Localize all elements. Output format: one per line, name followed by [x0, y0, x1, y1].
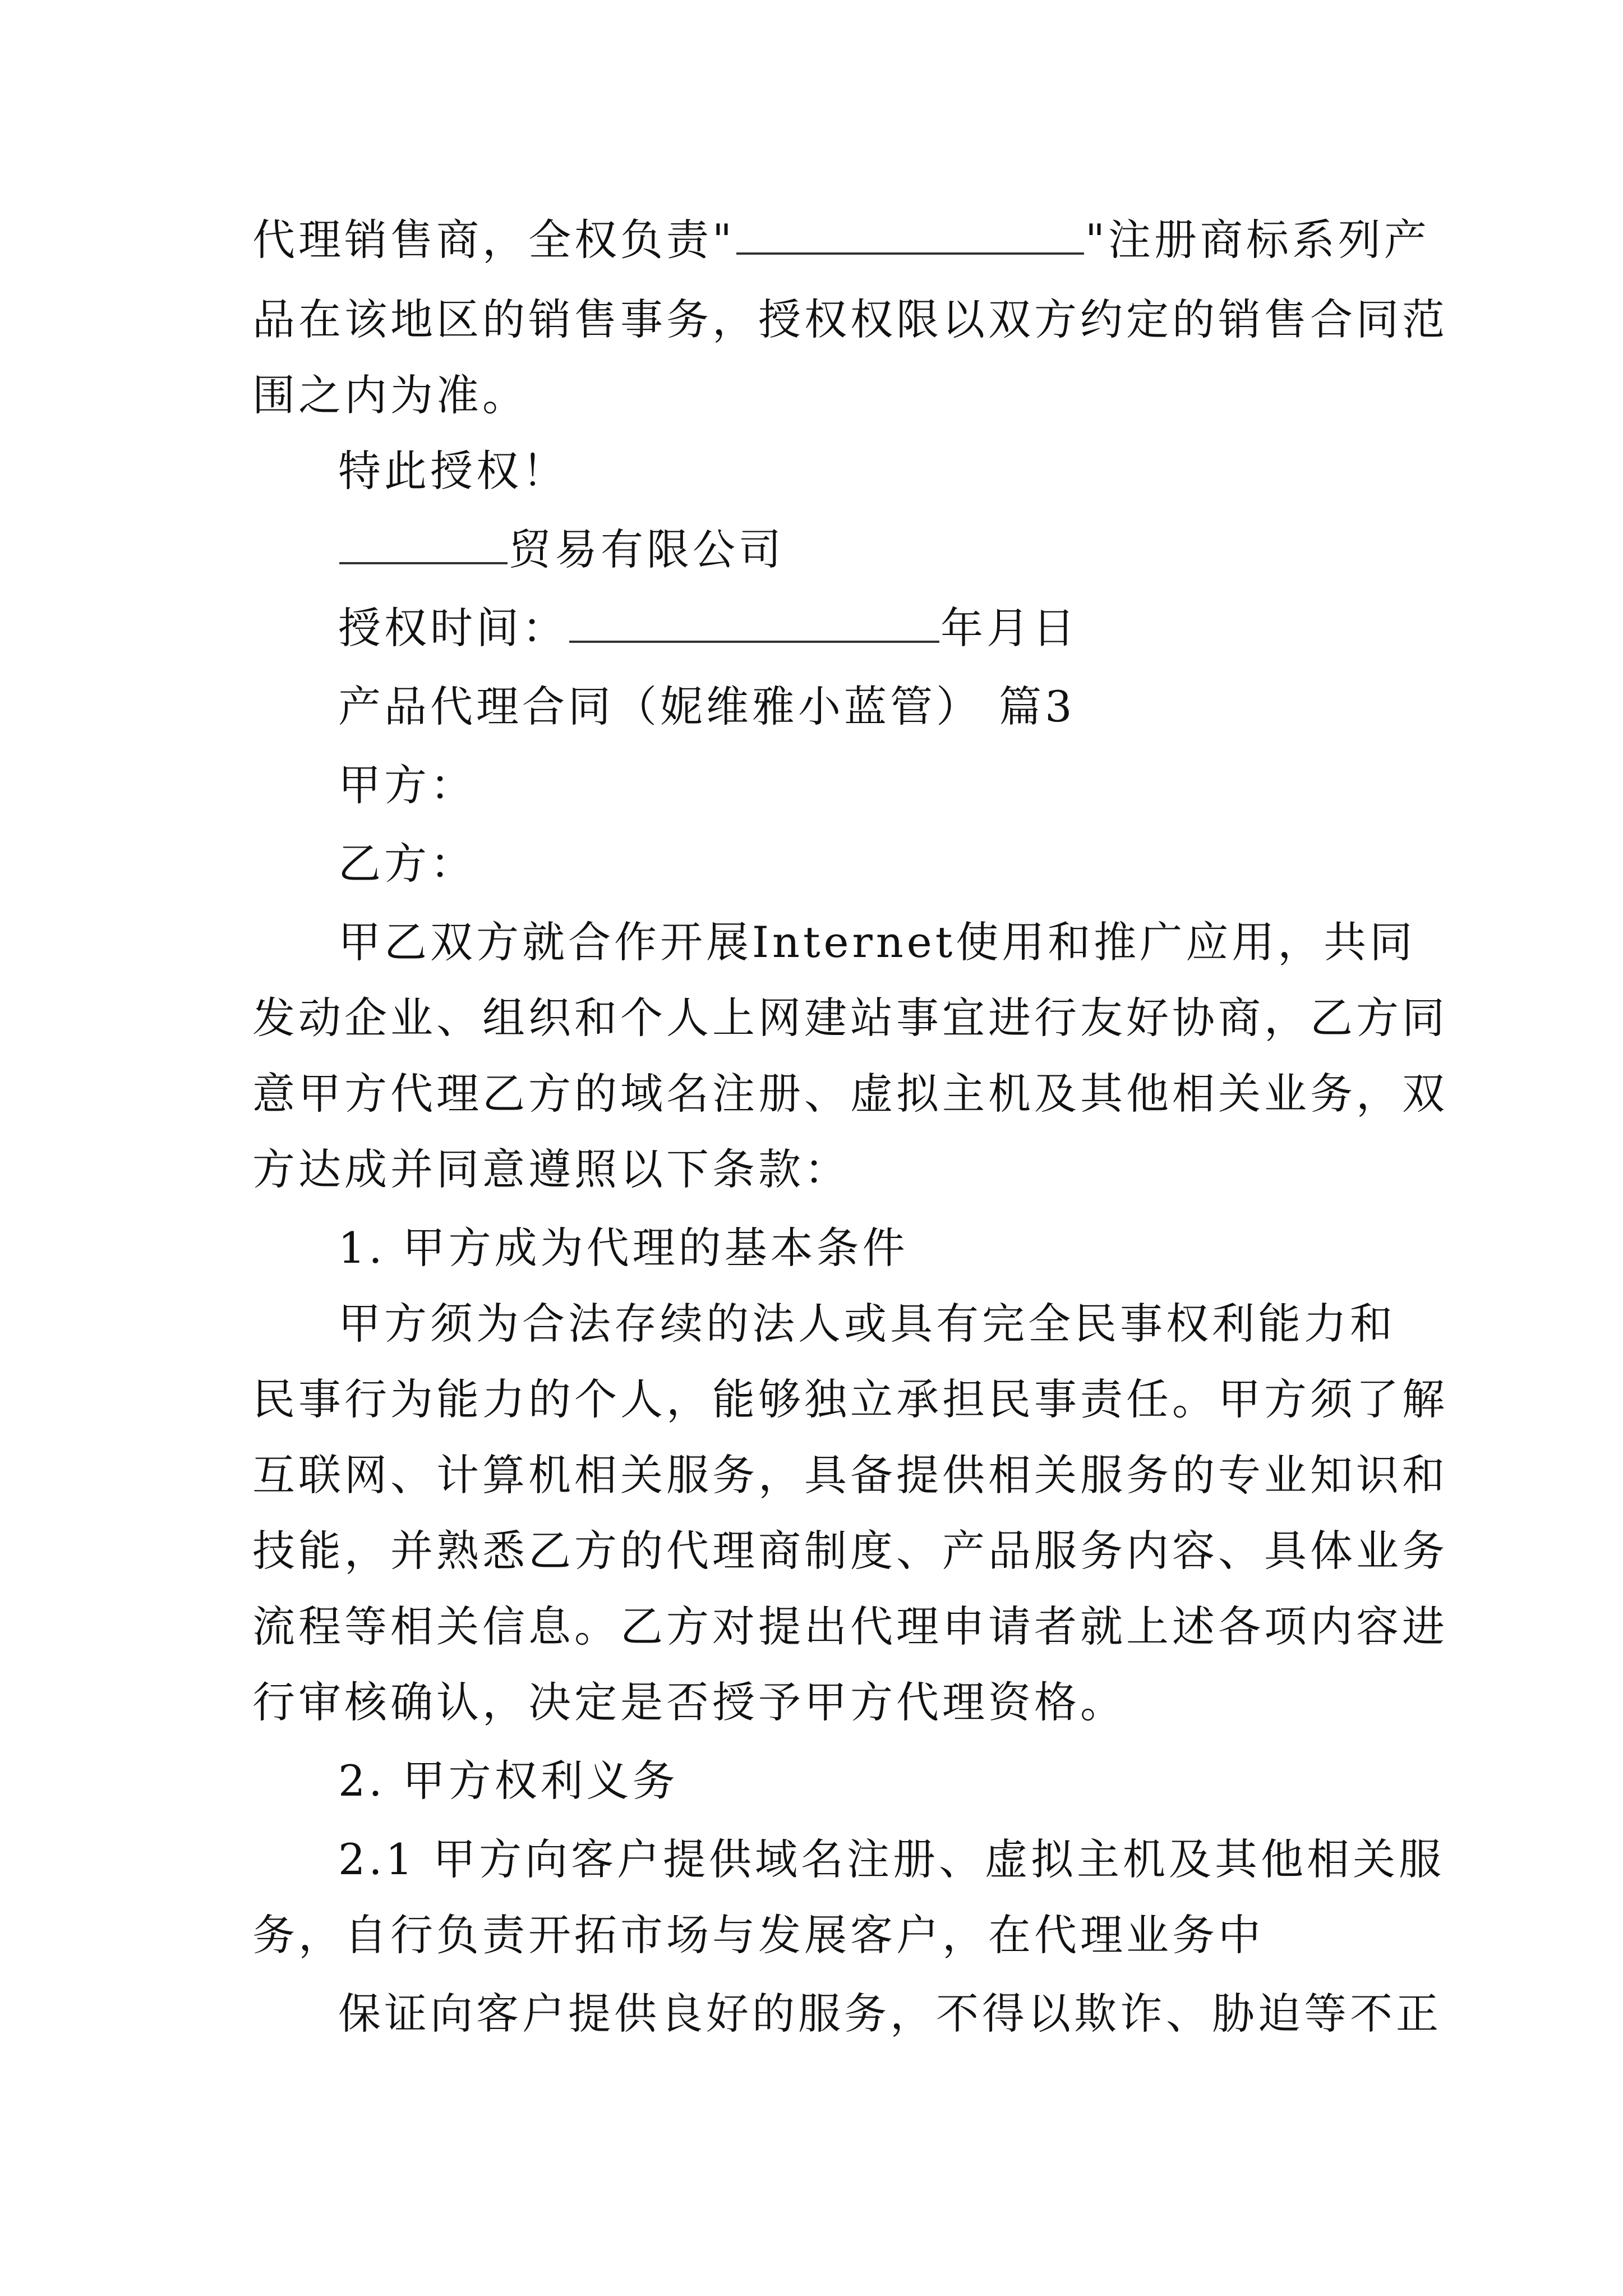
text-line-party-b: 乙方： [338, 839, 476, 889]
text-line-18: 技能，并熟悉乙方的代理商制度、产品服务内容、具体业务 [252, 1526, 1448, 1576]
text-line-4: 特此授权！ [338, 446, 568, 496]
company-name-blank [339, 523, 508, 564]
text-line-20: 行审核确认，决定是否授予甲方代理资格。 [252, 1677, 1126, 1727]
section-heading-contract: 产品代理合同（妮维雅小蓝管） 篇3 [338, 682, 1076, 731]
text-line-11: 发动企业、组织和个人上网建站事宜进行友好协商，乙方同 [252, 993, 1448, 1043]
clause-heading-2: 2. 甲方权利义务 [338, 1756, 679, 1806]
line-6-part-3: 年月日 [940, 603, 1078, 653]
date-blank [569, 601, 939, 643]
line-5-part-2: 贸易有限公司 [509, 524, 785, 574]
text-line-19: 流程等相关信息。乙方对提出代理申请者就上述各项内容进 [252, 1602, 1448, 1651]
text-line-3: 围之内为准。 [252, 370, 528, 420]
text-line-1 [252, 212, 1430, 268]
trademark-blank [736, 213, 1084, 255]
text-line-party-a: 甲方： [338, 760, 476, 810]
text-line-16: 民事行为能力的个人，能够独立承担民事责任。甲方须了解 [252, 1374, 1448, 1424]
line-6-part-1: 授权时间： [338, 603, 568, 653]
text-line-22: 2.1 甲方向客户提供域名注册、虚拟主机及其他相关服 [338, 1834, 1445, 1884]
text-line-15: 甲方须为合法存续的法人或具有完全民事权利能力和 [338, 1299, 1396, 1349]
text-line-17: 互联网、计算机相关服务，具备提供相关服务的专业知识和 [252, 1450, 1448, 1500]
text-line-23: 务，自行负责开拓市场与发展客户，在代理业务中 [252, 1910, 1264, 1960]
text-line-24: 保证向客户提供良好的服务，不得以欺诈、胁迫等不正 [338, 1989, 1442, 2039]
text-line-10: 甲乙双方就合作开展Internet使用和推广应用，共同 [338, 917, 1416, 967]
text-line-2: 品在该地区的销售事务，授权权限以双方约定的销售合同范 [252, 295, 1448, 344]
line-1-part-1: 代理销售商，全权负责" [252, 215, 735, 265]
text-line-13: 方达成并同意遵照以下条款： [252, 1144, 850, 1194]
text-line-5 [338, 522, 785, 578]
text-line-6 [338, 600, 1078, 656]
text-line-12: 意甲方代理乙方的域名注册、虚拟主机及其他相关业务，双 [252, 1069, 1448, 1119]
line-1-part-2: "注册商标系列产 [1085, 215, 1430, 265]
clause-heading-1: 1. 甲方成为代理的基本条件 [338, 1223, 909, 1273]
